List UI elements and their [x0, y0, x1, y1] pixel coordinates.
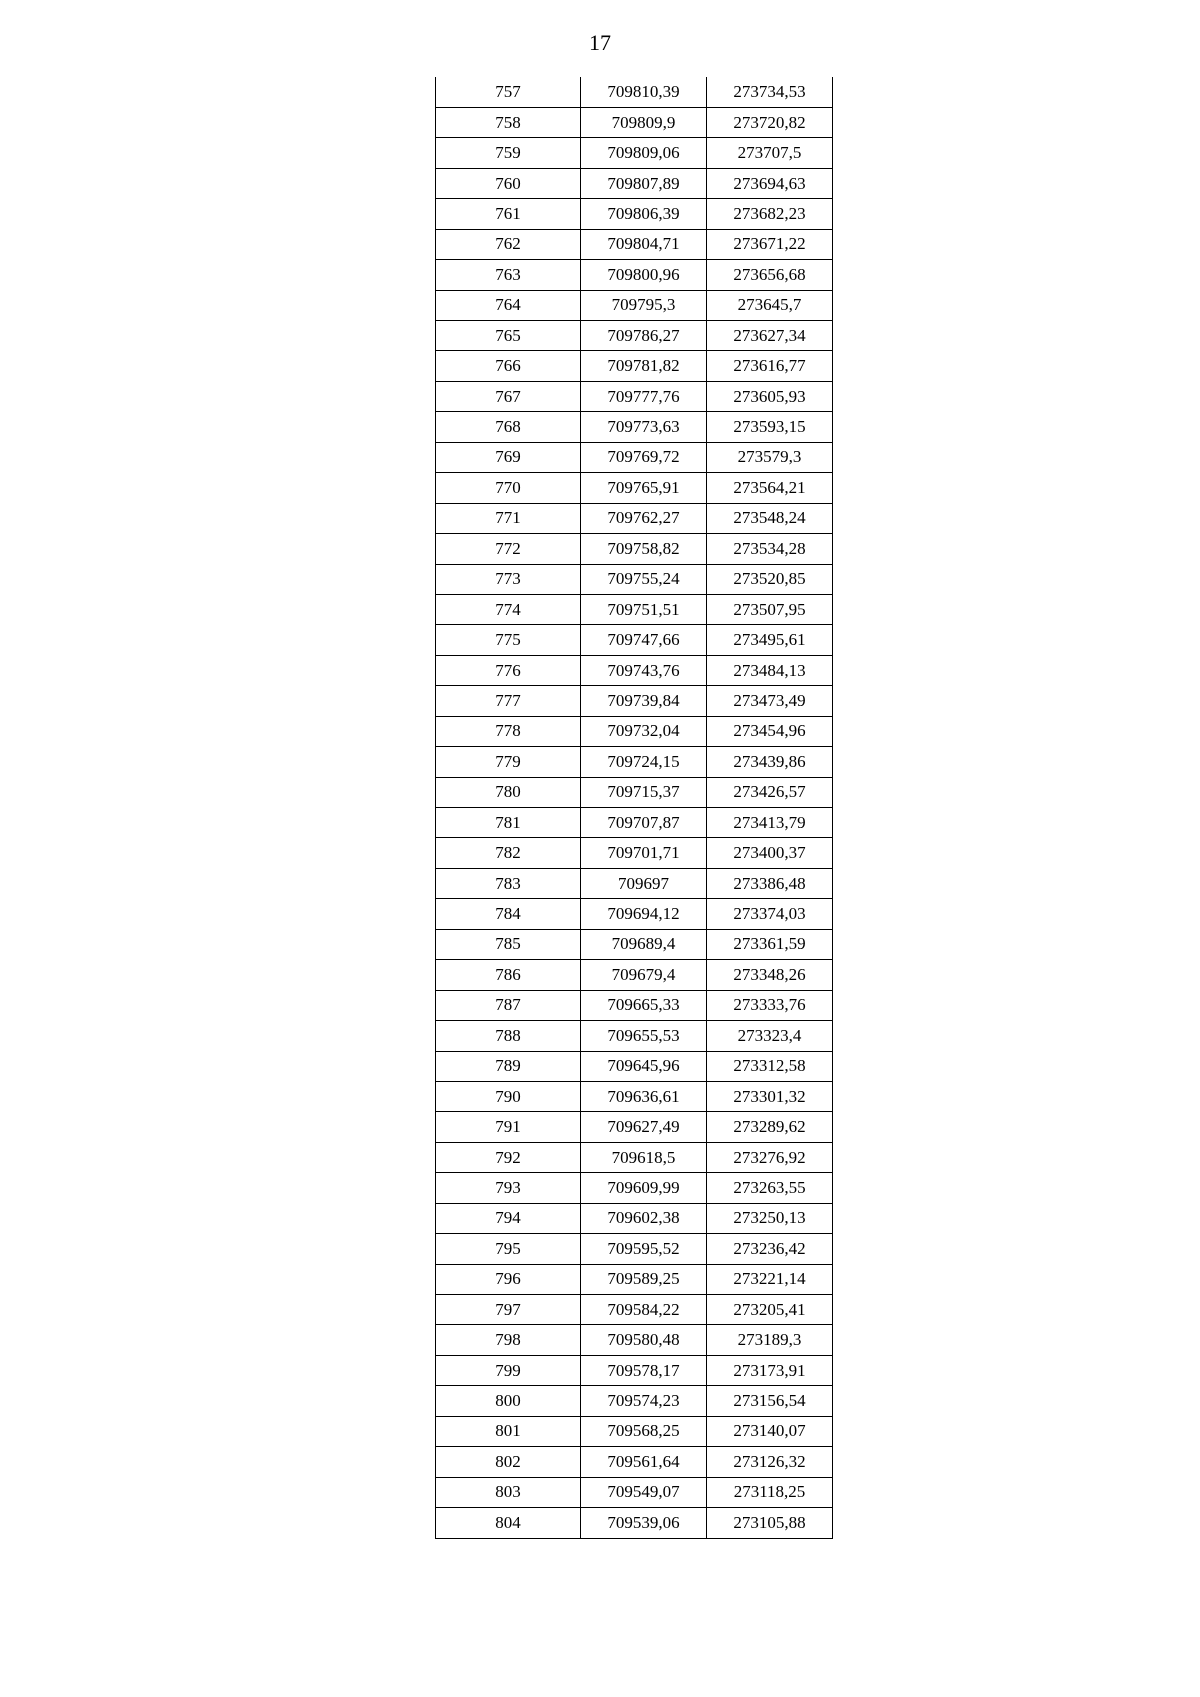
- x-coordinate-cell: 709804,71: [581, 229, 707, 259]
- table-row: [436, 1021, 833, 1051]
- y-coordinate-cell: 273374,03: [707, 899, 833, 929]
- y-coordinate-cell: 273236,42: [707, 1234, 833, 1264]
- x-coordinate-cell: 709743,76: [581, 655, 707, 685]
- table-row: [436, 1203, 833, 1233]
- point-number-cell: 773: [436, 564, 581, 594]
- table-row: [436, 138, 833, 168]
- point-number-cell: 804: [436, 1508, 581, 1538]
- point-number-cell: 760: [436, 168, 581, 198]
- x-coordinate-cell: 709679,4: [581, 960, 707, 990]
- x-coordinate-cell: 709580,48: [581, 1325, 707, 1355]
- y-coordinate-cell: 273627,34: [707, 321, 833, 351]
- y-coordinate-cell: 273656,68: [707, 260, 833, 290]
- table-row: [436, 1173, 833, 1203]
- point-number-cell: 765: [436, 321, 581, 351]
- x-coordinate-cell: 709627,49: [581, 1112, 707, 1142]
- x-coordinate-cell: 709561,64: [581, 1447, 707, 1477]
- table-row: [436, 351, 833, 381]
- y-coordinate-cell: 273507,95: [707, 594, 833, 624]
- point-number-cell: 771: [436, 503, 581, 533]
- x-coordinate-cell: 709765,91: [581, 473, 707, 503]
- table-row: [436, 1477, 833, 1507]
- point-number-cell: 784: [436, 899, 581, 929]
- y-coordinate-cell: 273495,61: [707, 625, 833, 655]
- y-coordinate-cell: 273173,91: [707, 1355, 833, 1385]
- table-row: [436, 655, 833, 685]
- x-coordinate-cell: 709762,27: [581, 503, 707, 533]
- x-coordinate-cell: 709589,25: [581, 1264, 707, 1294]
- point-number-cell: 763: [436, 260, 581, 290]
- y-coordinate-cell: 273263,55: [707, 1173, 833, 1203]
- y-coordinate-cell: 273333,76: [707, 990, 833, 1020]
- x-coordinate-cell: 709739,84: [581, 686, 707, 716]
- x-coordinate-cell: 709701,71: [581, 838, 707, 868]
- point-number-cell: 778: [436, 716, 581, 746]
- point-number-cell: 801: [436, 1416, 581, 1446]
- x-coordinate-cell: 709777,76: [581, 381, 707, 411]
- point-number-cell: 792: [436, 1142, 581, 1172]
- x-coordinate-cell: 709595,52: [581, 1234, 707, 1264]
- y-coordinate-cell: 273289,62: [707, 1112, 833, 1142]
- y-coordinate-cell: 273454,96: [707, 716, 833, 746]
- table-row: [436, 1447, 833, 1477]
- x-coordinate-cell: 709809,9: [581, 107, 707, 137]
- y-coordinate-cell: 273564,21: [707, 473, 833, 503]
- table-row: [436, 990, 833, 1020]
- point-number-cell: 759: [436, 138, 581, 168]
- y-coordinate-cell: 273323,4: [707, 1021, 833, 1051]
- point-number-cell: 768: [436, 412, 581, 442]
- table-row: [436, 503, 833, 533]
- point-number-cell: 762: [436, 229, 581, 259]
- table-row: [436, 625, 833, 655]
- y-coordinate-cell: 273348,26: [707, 960, 833, 990]
- y-coordinate-cell: 273671,22: [707, 229, 833, 259]
- y-coordinate-cell: 273426,57: [707, 777, 833, 807]
- x-coordinate-cell: 709665,33: [581, 990, 707, 1020]
- y-coordinate-cell: 273593,15: [707, 412, 833, 442]
- table-row: [436, 1386, 833, 1416]
- table-row: [436, 77, 833, 107]
- table-row: [436, 1112, 833, 1142]
- point-number-cell: 761: [436, 199, 581, 229]
- y-coordinate-cell: 273484,13: [707, 655, 833, 685]
- y-coordinate-cell: 273126,32: [707, 1447, 833, 1477]
- y-coordinate-cell: 273439,86: [707, 747, 833, 777]
- point-number-cell: 789: [436, 1051, 581, 1081]
- x-coordinate-cell: 709773,63: [581, 412, 707, 442]
- y-coordinate-cell: 273400,37: [707, 838, 833, 868]
- y-coordinate-cell: 273682,23: [707, 199, 833, 229]
- x-coordinate-cell: 709786,27: [581, 321, 707, 351]
- y-coordinate-cell: 273413,79: [707, 808, 833, 838]
- x-coordinate-cell: 709769,72: [581, 442, 707, 472]
- point-number-cell: 803: [436, 1477, 581, 1507]
- x-coordinate-cell: 709755,24: [581, 564, 707, 594]
- point-number-cell: 781: [436, 808, 581, 838]
- x-coordinate-cell: 709732,04: [581, 716, 707, 746]
- x-coordinate-cell: 709781,82: [581, 351, 707, 381]
- x-coordinate-cell: 709724,15: [581, 747, 707, 777]
- table-row: [436, 1416, 833, 1446]
- y-coordinate-cell: 273520,85: [707, 564, 833, 594]
- y-coordinate-cell: 273548,24: [707, 503, 833, 533]
- point-number-cell: 791: [436, 1112, 581, 1142]
- table-row: [436, 777, 833, 807]
- table-row: [436, 260, 833, 290]
- table-row: [436, 168, 833, 198]
- point-number-cell: 780: [436, 777, 581, 807]
- table-row: [436, 686, 833, 716]
- point-number-cell: 769: [436, 442, 581, 472]
- table-row: [436, 1051, 833, 1081]
- y-coordinate-cell: 273616,77: [707, 351, 833, 381]
- y-coordinate-cell: 273707,5: [707, 138, 833, 168]
- table-row: [436, 321, 833, 351]
- x-coordinate-cell: 709549,07: [581, 1477, 707, 1507]
- point-number-cell: 793: [436, 1173, 581, 1203]
- point-number-cell: 799: [436, 1355, 581, 1385]
- point-number-cell: 795: [436, 1234, 581, 1264]
- point-number-cell: 796: [436, 1264, 581, 1294]
- table-row: [436, 412, 833, 442]
- x-coordinate-cell: 709655,53: [581, 1021, 707, 1051]
- table-row: [436, 868, 833, 898]
- point-number-cell: 788: [436, 1021, 581, 1051]
- point-number-cell: 767: [436, 381, 581, 411]
- point-number-cell: 776: [436, 655, 581, 685]
- x-coordinate-cell: 709568,25: [581, 1416, 707, 1446]
- y-coordinate-cell: 273720,82: [707, 107, 833, 137]
- table-row: [436, 564, 833, 594]
- x-coordinate-cell: 709578,17: [581, 1355, 707, 1385]
- point-number-cell: 764: [436, 290, 581, 320]
- x-coordinate-cell: 709715,37: [581, 777, 707, 807]
- y-coordinate-cell: 273205,41: [707, 1295, 833, 1325]
- table-row: [436, 107, 833, 137]
- y-coordinate-cell: 273118,25: [707, 1477, 833, 1507]
- y-coordinate-cell: 273386,48: [707, 868, 833, 898]
- point-number-cell: 779: [436, 747, 581, 777]
- table-row: [436, 899, 833, 929]
- x-coordinate-cell: 709800,96: [581, 260, 707, 290]
- point-number-cell: 794: [436, 1203, 581, 1233]
- point-number-cell: 802: [436, 1447, 581, 1477]
- point-number-cell: 772: [436, 534, 581, 564]
- point-number-cell: 797: [436, 1295, 581, 1325]
- x-coordinate-cell: 709602,38: [581, 1203, 707, 1233]
- table-row: [436, 473, 833, 503]
- table-row: [436, 1234, 833, 1264]
- x-coordinate-cell: 709618,5: [581, 1142, 707, 1172]
- table-row: [436, 594, 833, 624]
- table-row: [436, 929, 833, 959]
- point-number-cell: 782: [436, 838, 581, 868]
- y-coordinate-cell: 273534,28: [707, 534, 833, 564]
- x-coordinate-cell: 709707,87: [581, 808, 707, 838]
- x-coordinate-cell: 709645,96: [581, 1051, 707, 1081]
- x-coordinate-cell: 709810,39: [581, 77, 707, 107]
- table-row: [436, 747, 833, 777]
- table-row: [436, 808, 833, 838]
- table-row: [436, 1142, 833, 1172]
- table-row: [436, 1264, 833, 1294]
- x-coordinate-cell: 709751,51: [581, 594, 707, 624]
- y-coordinate-cell: 273361,59: [707, 929, 833, 959]
- x-coordinate-cell: 709758,82: [581, 534, 707, 564]
- point-number-cell: 777: [436, 686, 581, 716]
- table-row: [436, 960, 833, 990]
- x-coordinate-cell: 709539,06: [581, 1508, 707, 1538]
- table-row: [436, 229, 833, 259]
- y-coordinate-cell: 273250,13: [707, 1203, 833, 1233]
- coordinates-table: [435, 77, 833, 1539]
- y-coordinate-cell: 273140,07: [707, 1416, 833, 1446]
- x-coordinate-cell: 709795,3: [581, 290, 707, 320]
- point-number-cell: 770: [436, 473, 581, 503]
- point-number-cell: 785: [436, 929, 581, 959]
- point-number-cell: 758: [436, 107, 581, 137]
- table-row: [436, 1081, 833, 1111]
- x-coordinate-cell: 709806,39: [581, 199, 707, 229]
- table-row: [436, 838, 833, 868]
- point-number-cell: 800: [436, 1386, 581, 1416]
- point-number-cell: 757: [436, 77, 581, 107]
- point-number-cell: 798: [436, 1325, 581, 1355]
- y-coordinate-cell: 273605,93: [707, 381, 833, 411]
- point-number-cell: 766: [436, 351, 581, 381]
- point-number-cell: 787: [436, 990, 581, 1020]
- y-coordinate-cell: 273301,32: [707, 1081, 833, 1111]
- y-coordinate-cell: 273156,54: [707, 1386, 833, 1416]
- x-coordinate-cell: 709807,89: [581, 168, 707, 198]
- y-coordinate-cell: 273694,63: [707, 168, 833, 198]
- page-number: 17: [589, 30, 611, 55]
- table-row: [436, 1325, 833, 1355]
- table-row: [436, 442, 833, 472]
- point-number-cell: 786: [436, 960, 581, 990]
- point-number-cell: 783: [436, 868, 581, 898]
- table-row: [436, 1295, 833, 1325]
- y-coordinate-cell: 273276,92: [707, 1142, 833, 1172]
- x-coordinate-cell: 709809,06: [581, 138, 707, 168]
- y-coordinate-cell: 273645,7: [707, 290, 833, 320]
- x-coordinate-cell: 709689,4: [581, 929, 707, 959]
- x-coordinate-cell: 709697: [581, 868, 707, 898]
- table-row: [436, 716, 833, 746]
- coordinates-table-body: [436, 77, 833, 1538]
- table-row: [436, 1355, 833, 1385]
- y-coordinate-cell: 273312,58: [707, 1051, 833, 1081]
- point-number-cell: 775: [436, 625, 581, 655]
- point-number-cell: 774: [436, 594, 581, 624]
- x-coordinate-cell: 709584,22: [581, 1295, 707, 1325]
- table-row: [436, 290, 833, 320]
- table-row: [436, 199, 833, 229]
- y-coordinate-cell: 273734,53: [707, 77, 833, 107]
- table-row: [436, 381, 833, 411]
- x-coordinate-cell: 709636,61: [581, 1081, 707, 1111]
- table-row: [436, 1508, 833, 1538]
- y-coordinate-cell: 273579,3: [707, 442, 833, 472]
- x-coordinate-cell: 709747,66: [581, 625, 707, 655]
- y-coordinate-cell: 273221,14: [707, 1264, 833, 1294]
- table-row: [436, 534, 833, 564]
- point-number-cell: 790: [436, 1081, 581, 1111]
- x-coordinate-cell: 709694,12: [581, 899, 707, 929]
- y-coordinate-cell: 273189,3: [707, 1325, 833, 1355]
- x-coordinate-cell: 709574,23: [581, 1386, 707, 1416]
- y-coordinate-cell: 273105,88: [707, 1508, 833, 1538]
- y-coordinate-cell: 273473,49: [707, 686, 833, 716]
- x-coordinate-cell: 709609,99: [581, 1173, 707, 1203]
